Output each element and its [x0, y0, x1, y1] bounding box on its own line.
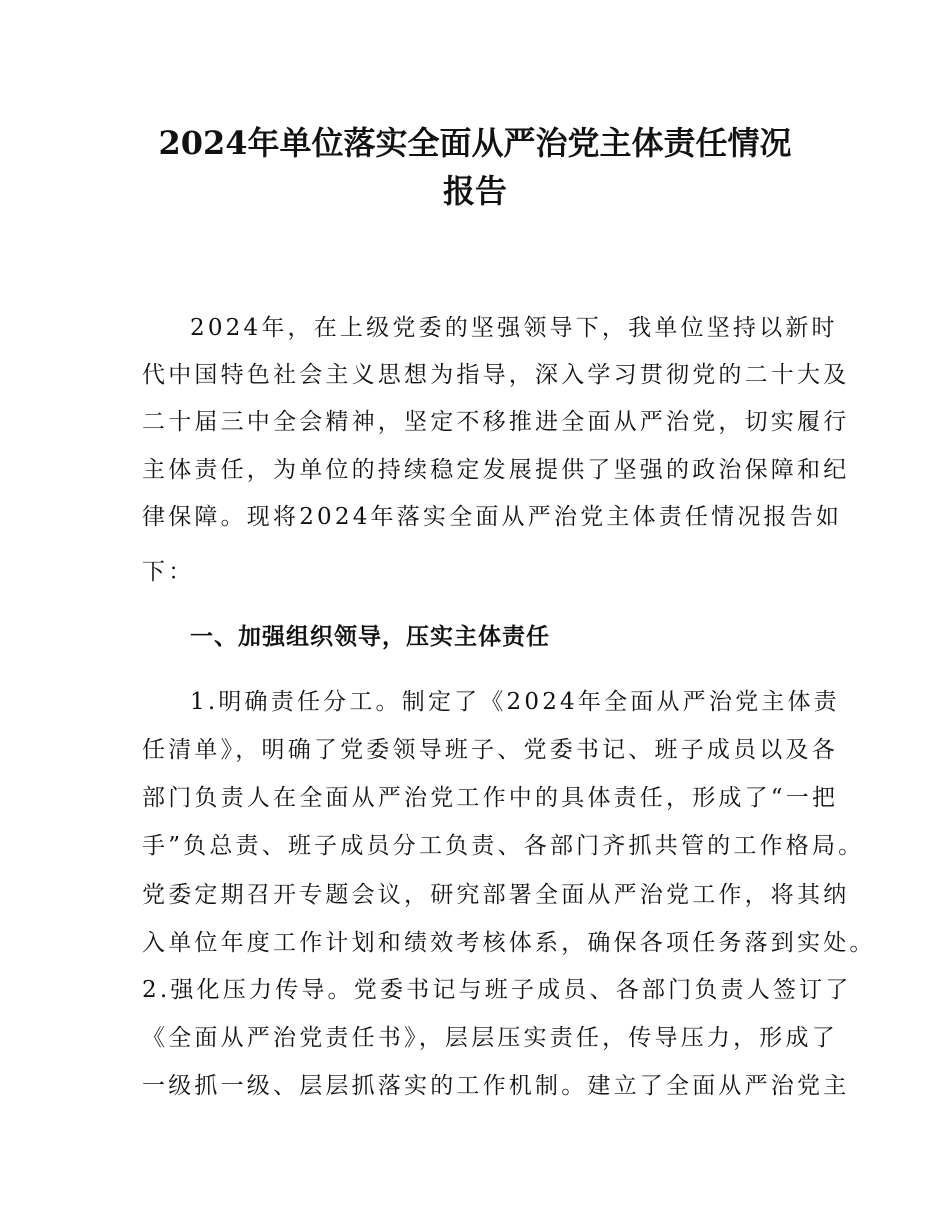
- section-1-paragraph-line: 一级抓一级、层层抓落实的工作机制。建立了全面从严治党主: [142, 1073, 850, 1099]
- section-1-paragraph-line: 任清单》，明确了党委领导班子、党委书记、班子成员以及各: [142, 737, 838, 763]
- intro-paragraph-line: 律保障。现将2024年落实全面从严治党主体责任情况报告如: [142, 504, 843, 530]
- intro-paragraph-line: 2024年，在上级党委的坚强领导下，我单位坚持以新时: [190, 315, 838, 341]
- section-1-paragraph-line: 2.强化压力传导。党委书记与班子成员、各部门负责人签订了: [142, 977, 852, 1003]
- intro-paragraph-line: 主体责任，为单位的持续稳定发展提供了坚强的政治保障和纪: [142, 457, 850, 483]
- intro-paragraph-line: 下：: [142, 559, 195, 585]
- intro-paragraph-line: 二十届三中全会精神，坚定不移推进全面从严治党，切实履行: [142, 409, 850, 435]
- intro-paragraph-line: 代中国特色社会主义思想为指导，深入学习贯彻党的二十大及: [142, 362, 850, 388]
- section-1-paragraph-line: 部门负责人在全面从严治党工作中的具体责任，形成了“一把: [142, 785, 839, 811]
- section-1-heading: 一、加强组织领导，压实主体责任: [190, 624, 550, 650]
- section-1-paragraph-line: 手”负总责、班子成员分工负责、各部门齐抓共管的工作格局。: [142, 833, 865, 859]
- section-1-paragraph-line: 党委定期召开专题会议，研究部署全面从严治党工作，将其纳: [142, 882, 850, 908]
- section-1-paragraph-line: 《全面从严治党责任书》，层层压实责任，传导压力，形成了: [142, 1025, 838, 1051]
- section-1-paragraph-line: 入单位年度工作计划和绩效考核体系，确保各项任务落到实处。: [142, 930, 876, 956]
- document-title-line-1: 2024年单位落实全面从严治党主体责任情况: [158, 124, 792, 162]
- document-title-line-2: 报告: [442, 172, 507, 210]
- section-1-paragraph-line: 1.明确责任分工。制定了《2024年全面从严治党主体责: [190, 689, 840, 715]
